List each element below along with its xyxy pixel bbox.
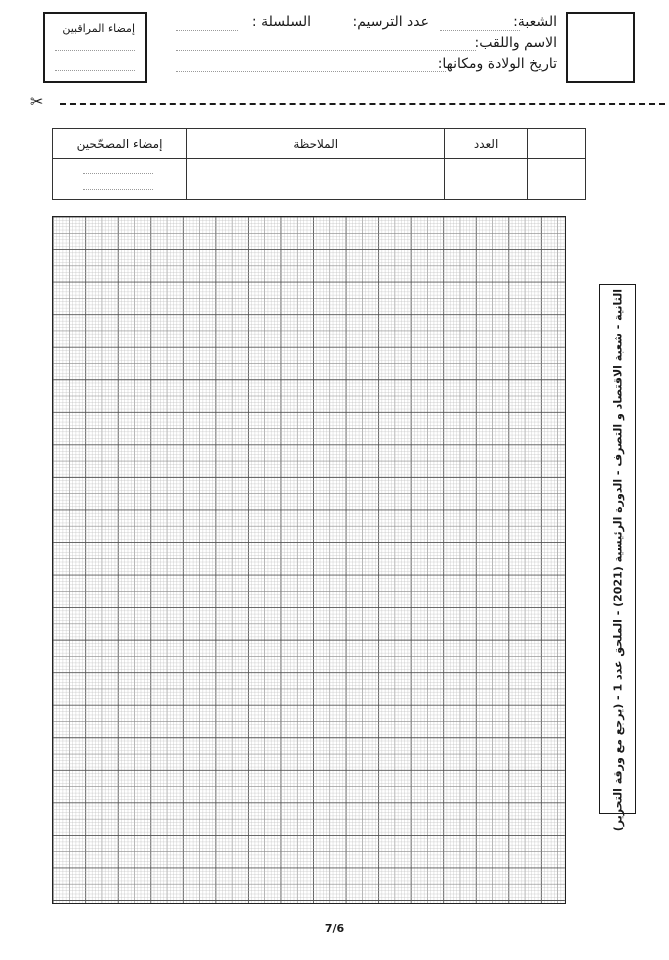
side-caption-text: الثانية - شعبة الاقتصاد و التصرف - الدورة الرئيسية (2021) - الملحق عدد 1 - (يرجع مع ورقة التحرير) <box>611 289 624 832</box>
score-cell[interactable] <box>445 159 527 200</box>
grading-table <box>52 128 586 200</box>
supervisors-signature-title: إمضاء المراقبين <box>62 22 135 35</box>
birth-label: تاريخ الولادة ومكانها: <box>437 56 557 72</box>
branch-dots <box>440 30 520 31</box>
supervisors-signature-box <box>43 12 147 83</box>
cut-line <box>60 103 665 105</box>
branch-label: الشعبة: <box>513 14 557 30</box>
supervisors-dots-2 <box>55 70 135 71</box>
graph-paper-grid[interactable] <box>52 216 566 904</box>
scissors-icon: ✂ <box>30 92 44 111</box>
registration-dots <box>176 30 238 31</box>
graders-signature-header: إمضاء المصحّحين <box>53 129 187 159</box>
graders-dots-2 <box>83 189 153 190</box>
table-corner-cell <box>527 129 585 159</box>
remark-header: الملاحظة <box>187 129 445 159</box>
graders-dots-1 <box>83 173 153 174</box>
name-dots <box>176 50 476 51</box>
series-label: السلسلة : <box>251 14 311 30</box>
score-header: العدد <box>445 129 527 159</box>
supervisors-dots-1 <box>55 50 135 51</box>
name-label: الاسم واللقب: <box>474 35 557 51</box>
table-blank-cell <box>527 159 585 200</box>
candidate-id-box <box>566 12 635 83</box>
graders-signature-cell <box>53 159 187 200</box>
registration-label: عدد الترسيم: <box>352 14 429 30</box>
page-number: 7/6 <box>324 922 345 935</box>
remark-cell[interactable] <box>187 159 445 200</box>
side-caption-box <box>599 284 636 832</box>
birth-dots <box>176 71 446 72</box>
